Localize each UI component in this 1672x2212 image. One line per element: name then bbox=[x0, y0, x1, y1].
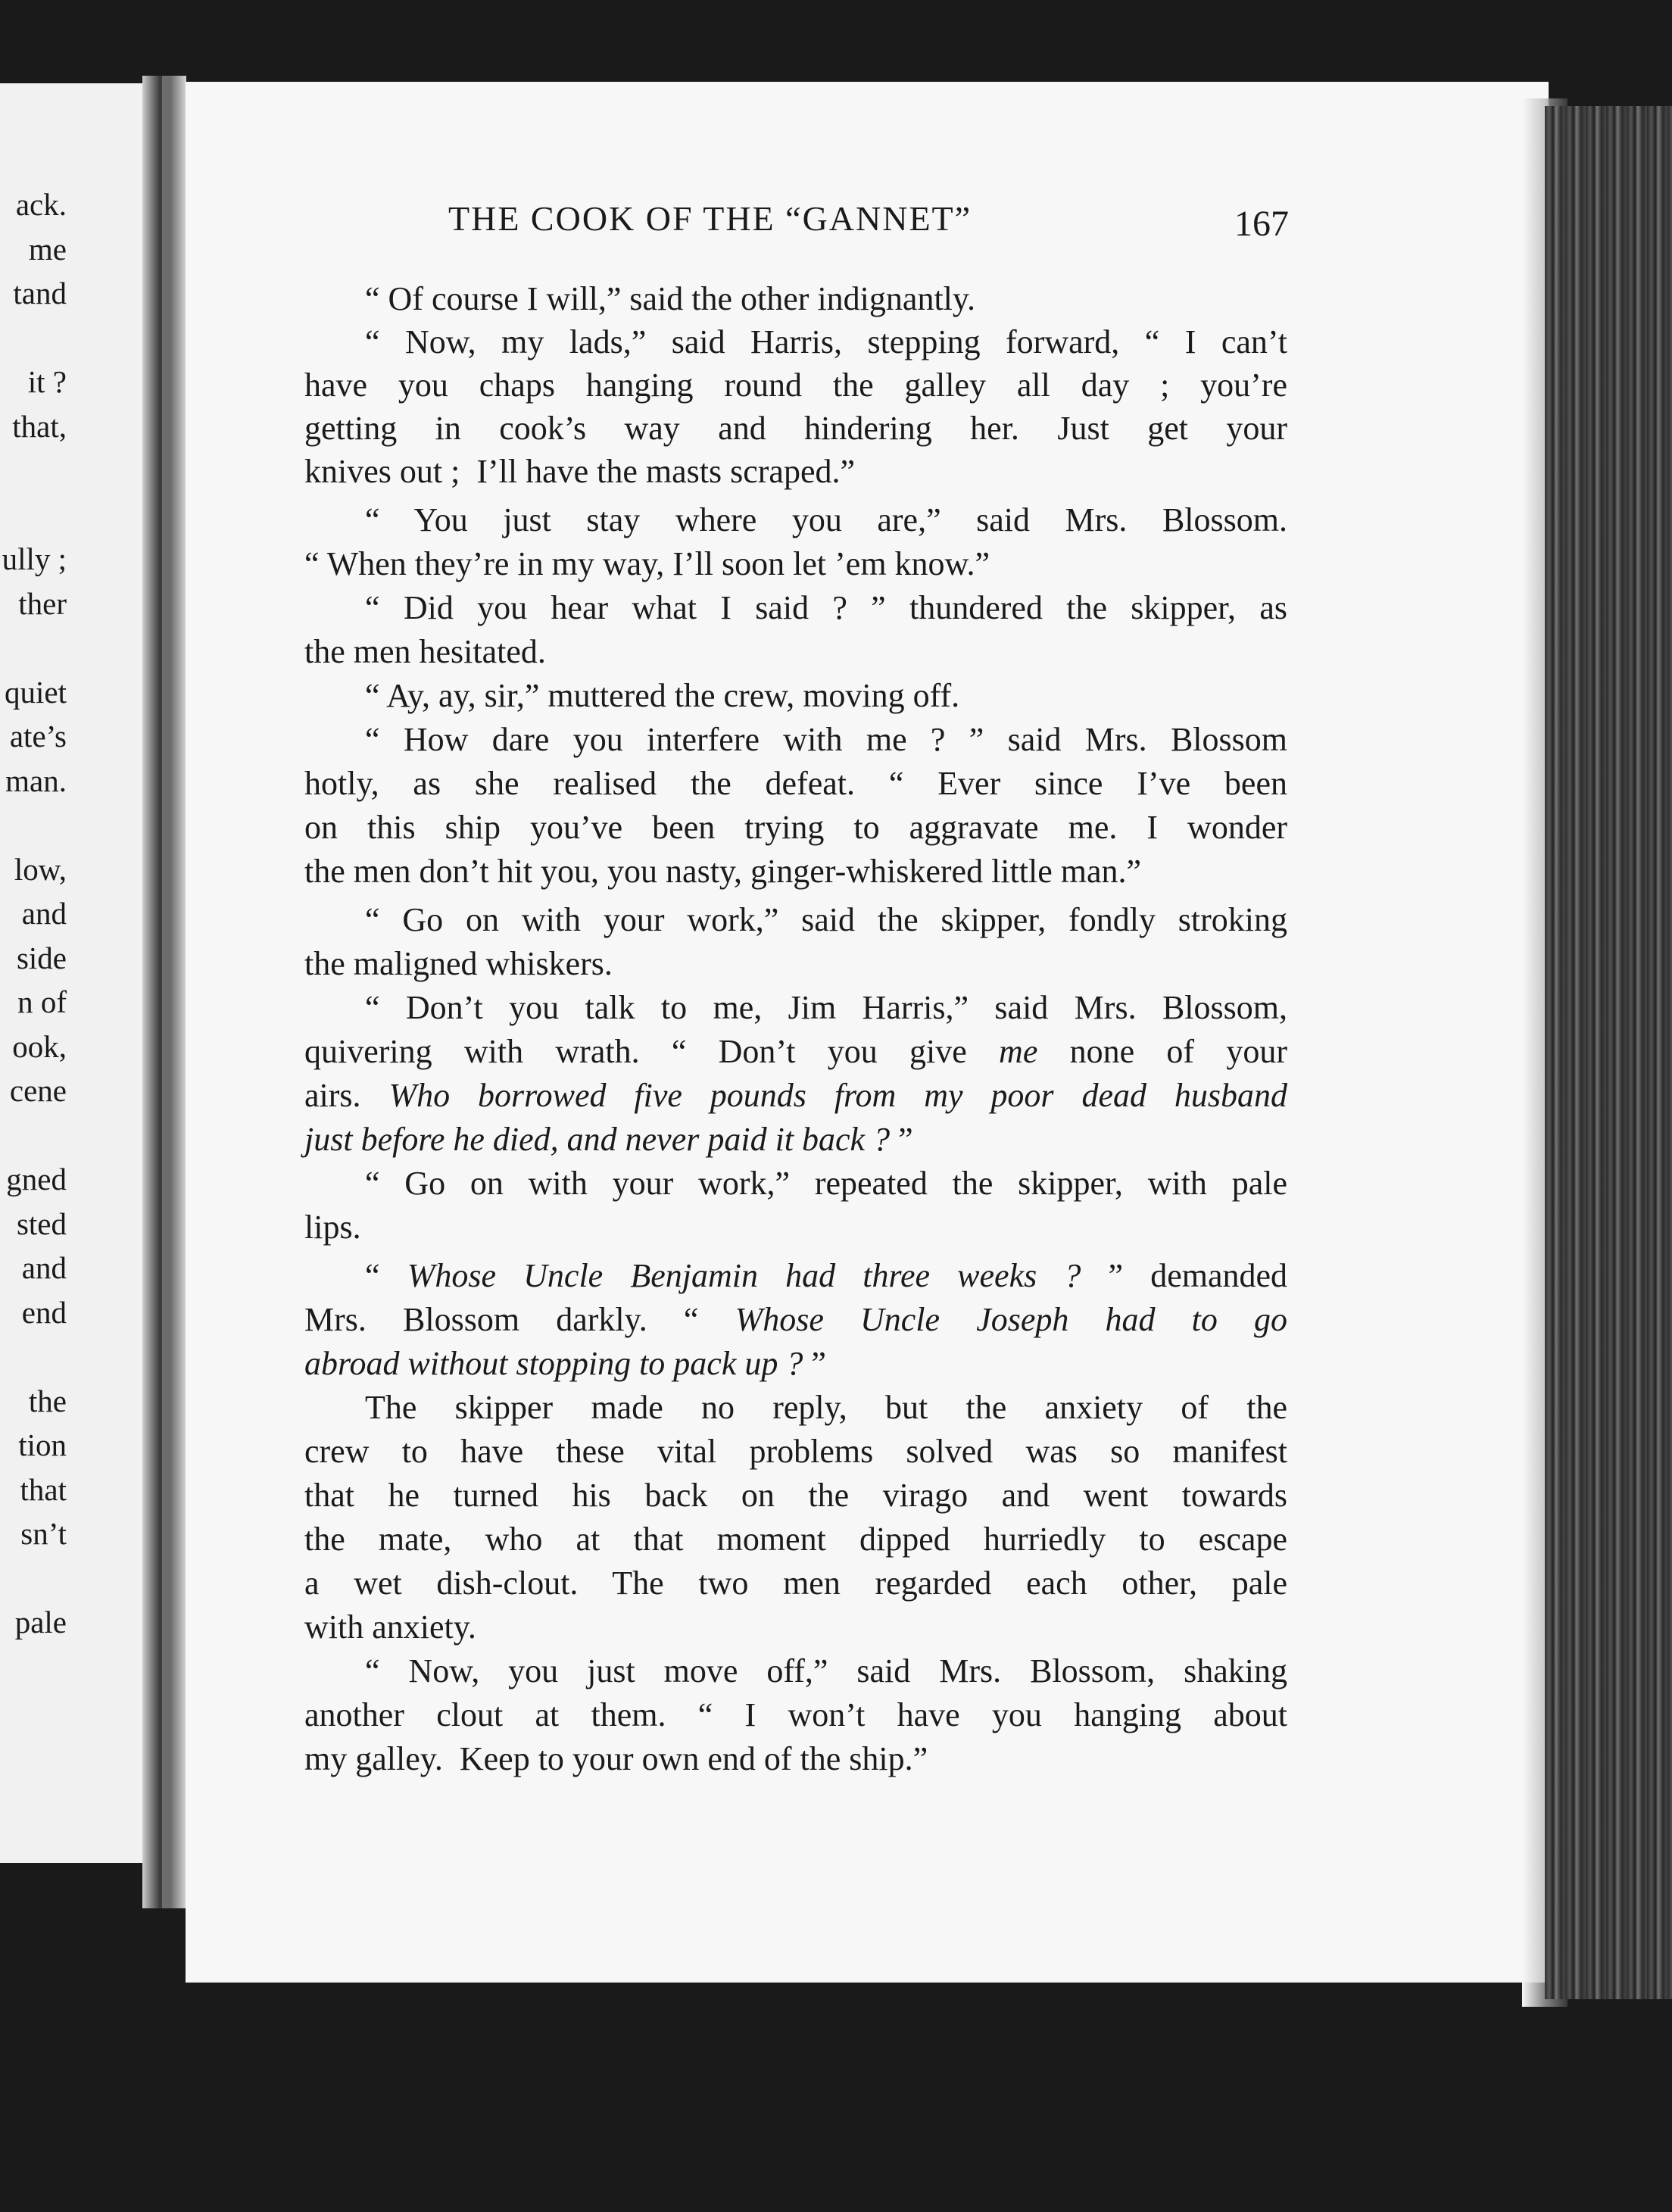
text-run: “ Ay, ay, sir,” muttered the crew, moving off. bbox=[365, 677, 960, 714]
text-run: knives out ; I’ll have the masts scraped.” bbox=[304, 453, 856, 490]
facing-page-line: tion bbox=[18, 1427, 67, 1462]
text-line bbox=[365, 1652, 1287, 1690]
text-run: ” demanded bbox=[1081, 1257, 1288, 1294]
italic-text: just before he died, and never paid it back ? bbox=[304, 1121, 891, 1158]
text-run: “ Don’t you talk to me, Jim Harris,” said Mrs. Blossom, bbox=[365, 989, 1287, 1026]
text-line bbox=[304, 633, 546, 671]
text-line bbox=[304, 945, 613, 983]
text-run: The skipper made no reply, but the anxiety of the bbox=[365, 1389, 1287, 1426]
text-run: “ Go on with your work,” repeated the skipper, with pale bbox=[365, 1165, 1287, 1202]
text-run: with anxiety. bbox=[304, 1608, 476, 1646]
italic-text: Whose Uncle Joseph had to go bbox=[735, 1301, 1287, 1338]
text-run: “ bbox=[365, 1257, 407, 1294]
text-run: the men don’t hit you, you nasty, ginger-whiskered little man.” bbox=[304, 853, 1142, 890]
text-run: “ You just stay where you are,” said Mrs. Blossom. bbox=[365, 501, 1287, 538]
text-run: quivering with wrath. “ Don’t you give bbox=[304, 1033, 1000, 1070]
text-line bbox=[304, 1345, 826, 1383]
text-run: a wet dish-clout. The two men regarded each other, pale bbox=[304, 1565, 1287, 1602]
text-line bbox=[365, 1165, 1287, 1203]
text-line bbox=[365, 323, 1287, 361]
facing-page-line: sn’t bbox=[20, 1516, 67, 1551]
facing-page-line: sted bbox=[16, 1206, 67, 1241]
facing-page-line: pale bbox=[14, 1605, 67, 1640]
facing-page-line: tand bbox=[13, 276, 67, 310]
facing-page-line: and bbox=[21, 896, 67, 931]
facing-page-line: ook, bbox=[12, 1028, 67, 1064]
page-stack-fore-edge bbox=[1545, 106, 1672, 1999]
facing-page-line: ate’s bbox=[9, 719, 67, 753]
facing-page-line: ack. bbox=[15, 187, 67, 222]
text-run: “ Of course I will,” said the other indignantly. bbox=[365, 280, 976, 317]
text-line bbox=[304, 1033, 1287, 1071]
text-run: airs. bbox=[304, 1077, 389, 1114]
facing-page-line: ully ; bbox=[2, 541, 67, 576]
text-run: the men hesitated. bbox=[304, 633, 546, 670]
page-number: 167 bbox=[1234, 204, 1289, 244]
facing-page-line: cene bbox=[9, 1073, 67, 1108]
text-line bbox=[365, 1257, 1287, 1295]
text-run: ” bbox=[890, 1121, 913, 1158]
text-line bbox=[304, 765, 1287, 803]
text-line bbox=[304, 1696, 1287, 1734]
text-line bbox=[304, 1121, 913, 1159]
facing-page-line: ther bbox=[18, 585, 67, 621]
text-line bbox=[304, 367, 1287, 404]
text-run: that he turned his back on the virago and went towards bbox=[304, 1477, 1287, 1514]
text-run: hotly, as she realised the defeat. “ Ever since I’ve been bbox=[304, 765, 1287, 802]
facing-page-line: quiet bbox=[5, 674, 67, 710]
text-line bbox=[365, 589, 1287, 627]
text-run: “ Did you hear what I said ? ” thundered the skipper, as bbox=[365, 589, 1287, 626]
facing-page-line: it ? bbox=[27, 364, 67, 399]
text-line bbox=[304, 1521, 1287, 1558]
text-run: Mrs. Blossom darkly. “ bbox=[304, 1301, 735, 1338]
facing-page-edge bbox=[162, 76, 170, 1908]
text-line bbox=[365, 677, 959, 715]
text-line bbox=[304, 545, 990, 583]
text-line bbox=[304, 410, 1287, 448]
text-line bbox=[365, 901, 1287, 939]
facing-page-line: that, bbox=[12, 408, 67, 444]
facing-page-line: low, bbox=[14, 851, 67, 887]
text-line bbox=[304, 1740, 928, 1778]
text-run: on this ship you’ve been trying to aggravate me. I wonder bbox=[304, 809, 1287, 846]
text-line bbox=[304, 1301, 1287, 1339]
text-run: ” bbox=[803, 1345, 826, 1382]
italic-text: Who borrowed five pounds from my poor dead husband bbox=[388, 1077, 1288, 1114]
text-run: “ Go on with your work,” said the skipper, fondly stroking bbox=[365, 901, 1287, 938]
text-line bbox=[365, 989, 1287, 1027]
facing-page-line: side bbox=[16, 940, 67, 975]
text-line bbox=[365, 280, 975, 318]
text-line bbox=[304, 1433, 1287, 1471]
text-run: none of your bbox=[1037, 1033, 1287, 1070]
text-line bbox=[304, 453, 855, 491]
facing-page-line: the bbox=[28, 1383, 67, 1418]
text-run: the mate, who at that moment dipped hurriedly to escape bbox=[304, 1521, 1287, 1558]
text-run: “ How dare you interfere with me ? ” said Mrs. Blossom bbox=[365, 721, 1287, 758]
text-line bbox=[304, 1477, 1287, 1515]
text-run: “ Now, my lads,” said Harris, stepping forward, “ I can’t bbox=[365, 323, 1287, 360]
text-run: have you chaps hanging round the galley all day ; you’re bbox=[304, 367, 1287, 404]
text-run: “ Now, you just move off,” said Mrs. Blossom, shaking bbox=[365, 1652, 1287, 1689]
text-line bbox=[365, 1389, 1287, 1427]
text-line bbox=[304, 809, 1287, 847]
facing-page-fragment bbox=[0, 83, 151, 1863]
text-run: another clout at them. “ I won’t have you hanging about bbox=[304, 1696, 1287, 1733]
italic-text: Whose Uncle Benjamin had three weeks ? bbox=[407, 1257, 1081, 1294]
facing-page-line: me bbox=[28, 231, 67, 267]
facing-page-line: and bbox=[21, 1250, 67, 1285]
italic-text: abroad without stopping to pack up ? bbox=[304, 1345, 803, 1382]
text-line bbox=[304, 1209, 361, 1246]
text-run: crew to have these vital problems solved was so manifest bbox=[304, 1433, 1287, 1470]
text-line bbox=[365, 501, 1287, 539]
text-run: “ When they’re in my way, I’ll soon let ’em know.” bbox=[304, 545, 990, 582]
italic-text: me bbox=[999, 1033, 1038, 1070]
text-run: the maligned whiskers. bbox=[304, 945, 613, 982]
facing-page-line: man. bbox=[5, 763, 67, 798]
facing-page-line: n of bbox=[17, 984, 67, 1019]
text-run: getting in cook’s way and hindering her. Just get your bbox=[304, 410, 1287, 447]
text-line bbox=[365, 721, 1287, 759]
text-line bbox=[304, 1565, 1287, 1602]
facing-page-line: gned bbox=[6, 1162, 67, 1196]
text-line bbox=[304, 1608, 476, 1646]
text-line bbox=[304, 853, 1141, 891]
facing-page-line: that bbox=[20, 1471, 67, 1507]
text-run: my galley. Keep to your own end of the ship.” bbox=[304, 1740, 928, 1777]
running-head: THE COOK OF THE “GANNET” bbox=[448, 199, 972, 238]
text-line bbox=[304, 1077, 1287, 1115]
facing-page-line: end bbox=[21, 1294, 67, 1330]
text-run: lips. bbox=[304, 1209, 361, 1246]
